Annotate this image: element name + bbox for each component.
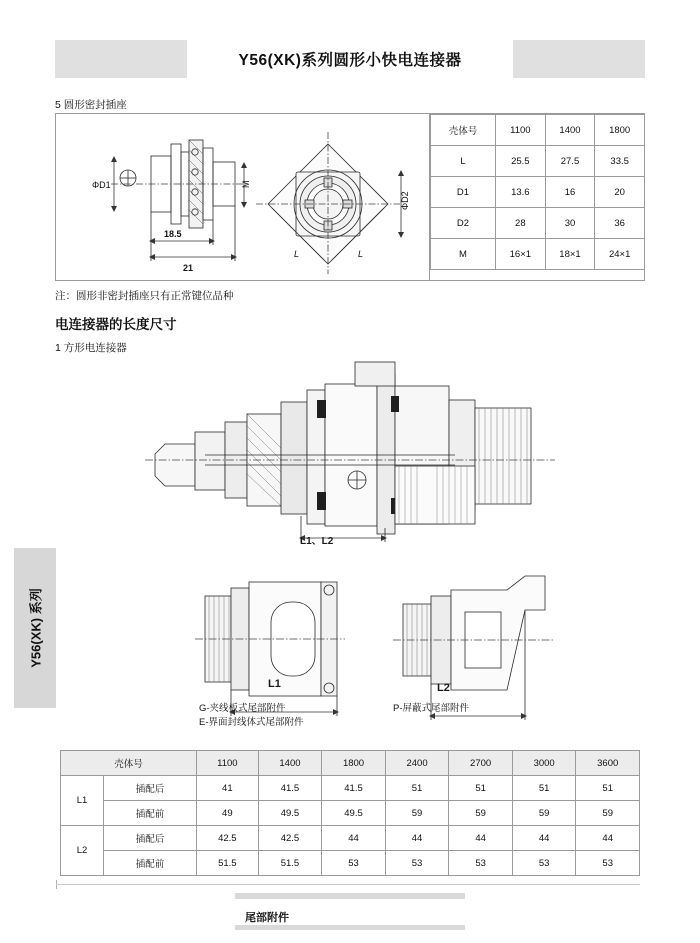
- header-cell: 3000: [512, 751, 576, 776]
- cell: 51: [449, 776, 513, 801]
- socket-spec-table: [430, 114, 645, 270]
- cell: 42.5: [258, 826, 322, 851]
- table-row: [431, 208, 645, 239]
- table-row: [431, 115, 645, 146]
- cell: 59: [385, 801, 449, 826]
- cell: 27.5: [545, 146, 595, 177]
- cell: 53: [512, 851, 576, 876]
- caption-e-accessory: E-界面封线体式尾部附件: [199, 717, 304, 728]
- table-row: [431, 177, 645, 208]
- footer-bar-bottom: [235, 925, 465, 930]
- cell: 51: [576, 776, 640, 801]
- table-row: [431, 239, 645, 270]
- tail-accessory-title: 尾部附件: [245, 912, 289, 924]
- cell: 51: [385, 776, 449, 801]
- cell: 28: [496, 208, 546, 239]
- label-m: M: [241, 180, 251, 188]
- label-l-left: L: [294, 249, 300, 259]
- header-cell: 1100: [197, 751, 259, 776]
- cell: 49: [197, 801, 259, 826]
- cell: 59: [576, 801, 640, 826]
- length-table: [60, 750, 640, 876]
- row-label: 壳体号: [431, 115, 496, 146]
- state-label: 插配前: [104, 801, 197, 826]
- caption-g-accessory: G-夹线板式尾部附件: [199, 703, 286, 714]
- cell: 53: [385, 851, 449, 876]
- assembly-section-view: [55, 356, 645, 556]
- table-row: [61, 776, 640, 801]
- table-row: [61, 826, 640, 851]
- cell: 25.5: [496, 146, 546, 177]
- round-sealed-socket-figure: [55, 113, 645, 281]
- socket-drawings: [56, 114, 428, 280]
- cell: 42.5: [197, 826, 259, 851]
- header-cell: 2400: [385, 751, 449, 776]
- cell: 36: [595, 208, 645, 239]
- cell: 44: [449, 826, 513, 851]
- state-label: 插配前: [104, 851, 197, 876]
- row-label: M: [431, 239, 496, 270]
- cell: 33.5: [595, 146, 645, 177]
- cell: 41.5: [322, 776, 386, 801]
- state-label: 插配后: [104, 776, 197, 801]
- table-row: [431, 146, 645, 177]
- label-dim-18-5: 18.5: [164, 229, 182, 239]
- cell: 41: [197, 776, 259, 801]
- header-cell: 1800: [322, 751, 386, 776]
- group-label: L2: [61, 826, 104, 876]
- caption-p-accessory: P-屏蔽式尾部附件: [393, 703, 470, 714]
- table-row: [61, 801, 640, 826]
- row-label: L: [431, 146, 496, 177]
- header-cell: 2700: [449, 751, 513, 776]
- table-row: [61, 851, 640, 876]
- cell: 59: [449, 801, 513, 826]
- cell: 1400: [545, 115, 595, 146]
- cell: 44: [385, 826, 449, 851]
- cell: 20: [595, 177, 645, 208]
- section-5-label: 5 圆形密封插座: [55, 99, 127, 111]
- page-title: Y56(XK)系列圆形小快电连接器: [238, 52, 462, 69]
- header-cell: 壳体号: [61, 751, 197, 776]
- cell: 18×1: [545, 239, 595, 270]
- cell: 1800: [595, 115, 645, 146]
- label-phi-d1: ΦD1: [92, 180, 111, 190]
- cell: 53: [449, 851, 513, 876]
- cell: 16: [545, 177, 595, 208]
- cell: 53: [322, 851, 386, 876]
- series-side-tab: [14, 548, 56, 708]
- cell: 59: [512, 801, 576, 826]
- cell: 30: [545, 208, 595, 239]
- cell: 51.5: [197, 851, 259, 876]
- cell: 51.5: [258, 851, 322, 876]
- cell: 44: [512, 826, 576, 851]
- length-subsection-label: 1 方形电连接器: [55, 342, 127, 354]
- dimension-label-l1-l2: L1、L2: [300, 536, 334, 547]
- length-section-heading: 电连接器的长度尺寸: [55, 317, 177, 332]
- row-label: D1: [431, 177, 496, 208]
- header-banner: [55, 40, 645, 78]
- label-phi-d2: ΦD2: [400, 191, 410, 210]
- cell: 49.5: [258, 801, 322, 826]
- section-5-note: 注：圆形非密封插座只有正常键位品种: [55, 290, 234, 302]
- cell: 44: [322, 826, 386, 851]
- header-cell: 1400: [258, 751, 322, 776]
- group-label: L1: [61, 776, 104, 826]
- cell: 51: [512, 776, 576, 801]
- series-side-tab-label: Y56(XK) 系列: [28, 588, 44, 668]
- footer-bar-top: [235, 893, 465, 899]
- cell: 16×1: [496, 239, 546, 270]
- label-dim-21: 21: [183, 263, 194, 273]
- cell: 13.6: [496, 177, 546, 208]
- cell: 44: [576, 826, 640, 851]
- row-label: D2: [431, 208, 496, 239]
- label-l-right: L: [358, 249, 364, 259]
- dimension-label-l1: L1: [268, 678, 281, 690]
- cell: 41.5: [258, 776, 322, 801]
- footer-rule: [56, 884, 640, 885]
- table-header-row: [61, 751, 640, 776]
- tail-accessory-drawings: [55, 566, 645, 726]
- dimension-label-l2: L2: [437, 682, 450, 694]
- header-banner-inner: [187, 40, 513, 78]
- cell: 53: [576, 851, 640, 876]
- cell: 1100: [496, 115, 546, 146]
- cell: 24×1: [595, 239, 645, 270]
- cell: 49.5: [322, 801, 386, 826]
- state-label: 插配后: [104, 826, 197, 851]
- header-cell: 3600: [576, 751, 640, 776]
